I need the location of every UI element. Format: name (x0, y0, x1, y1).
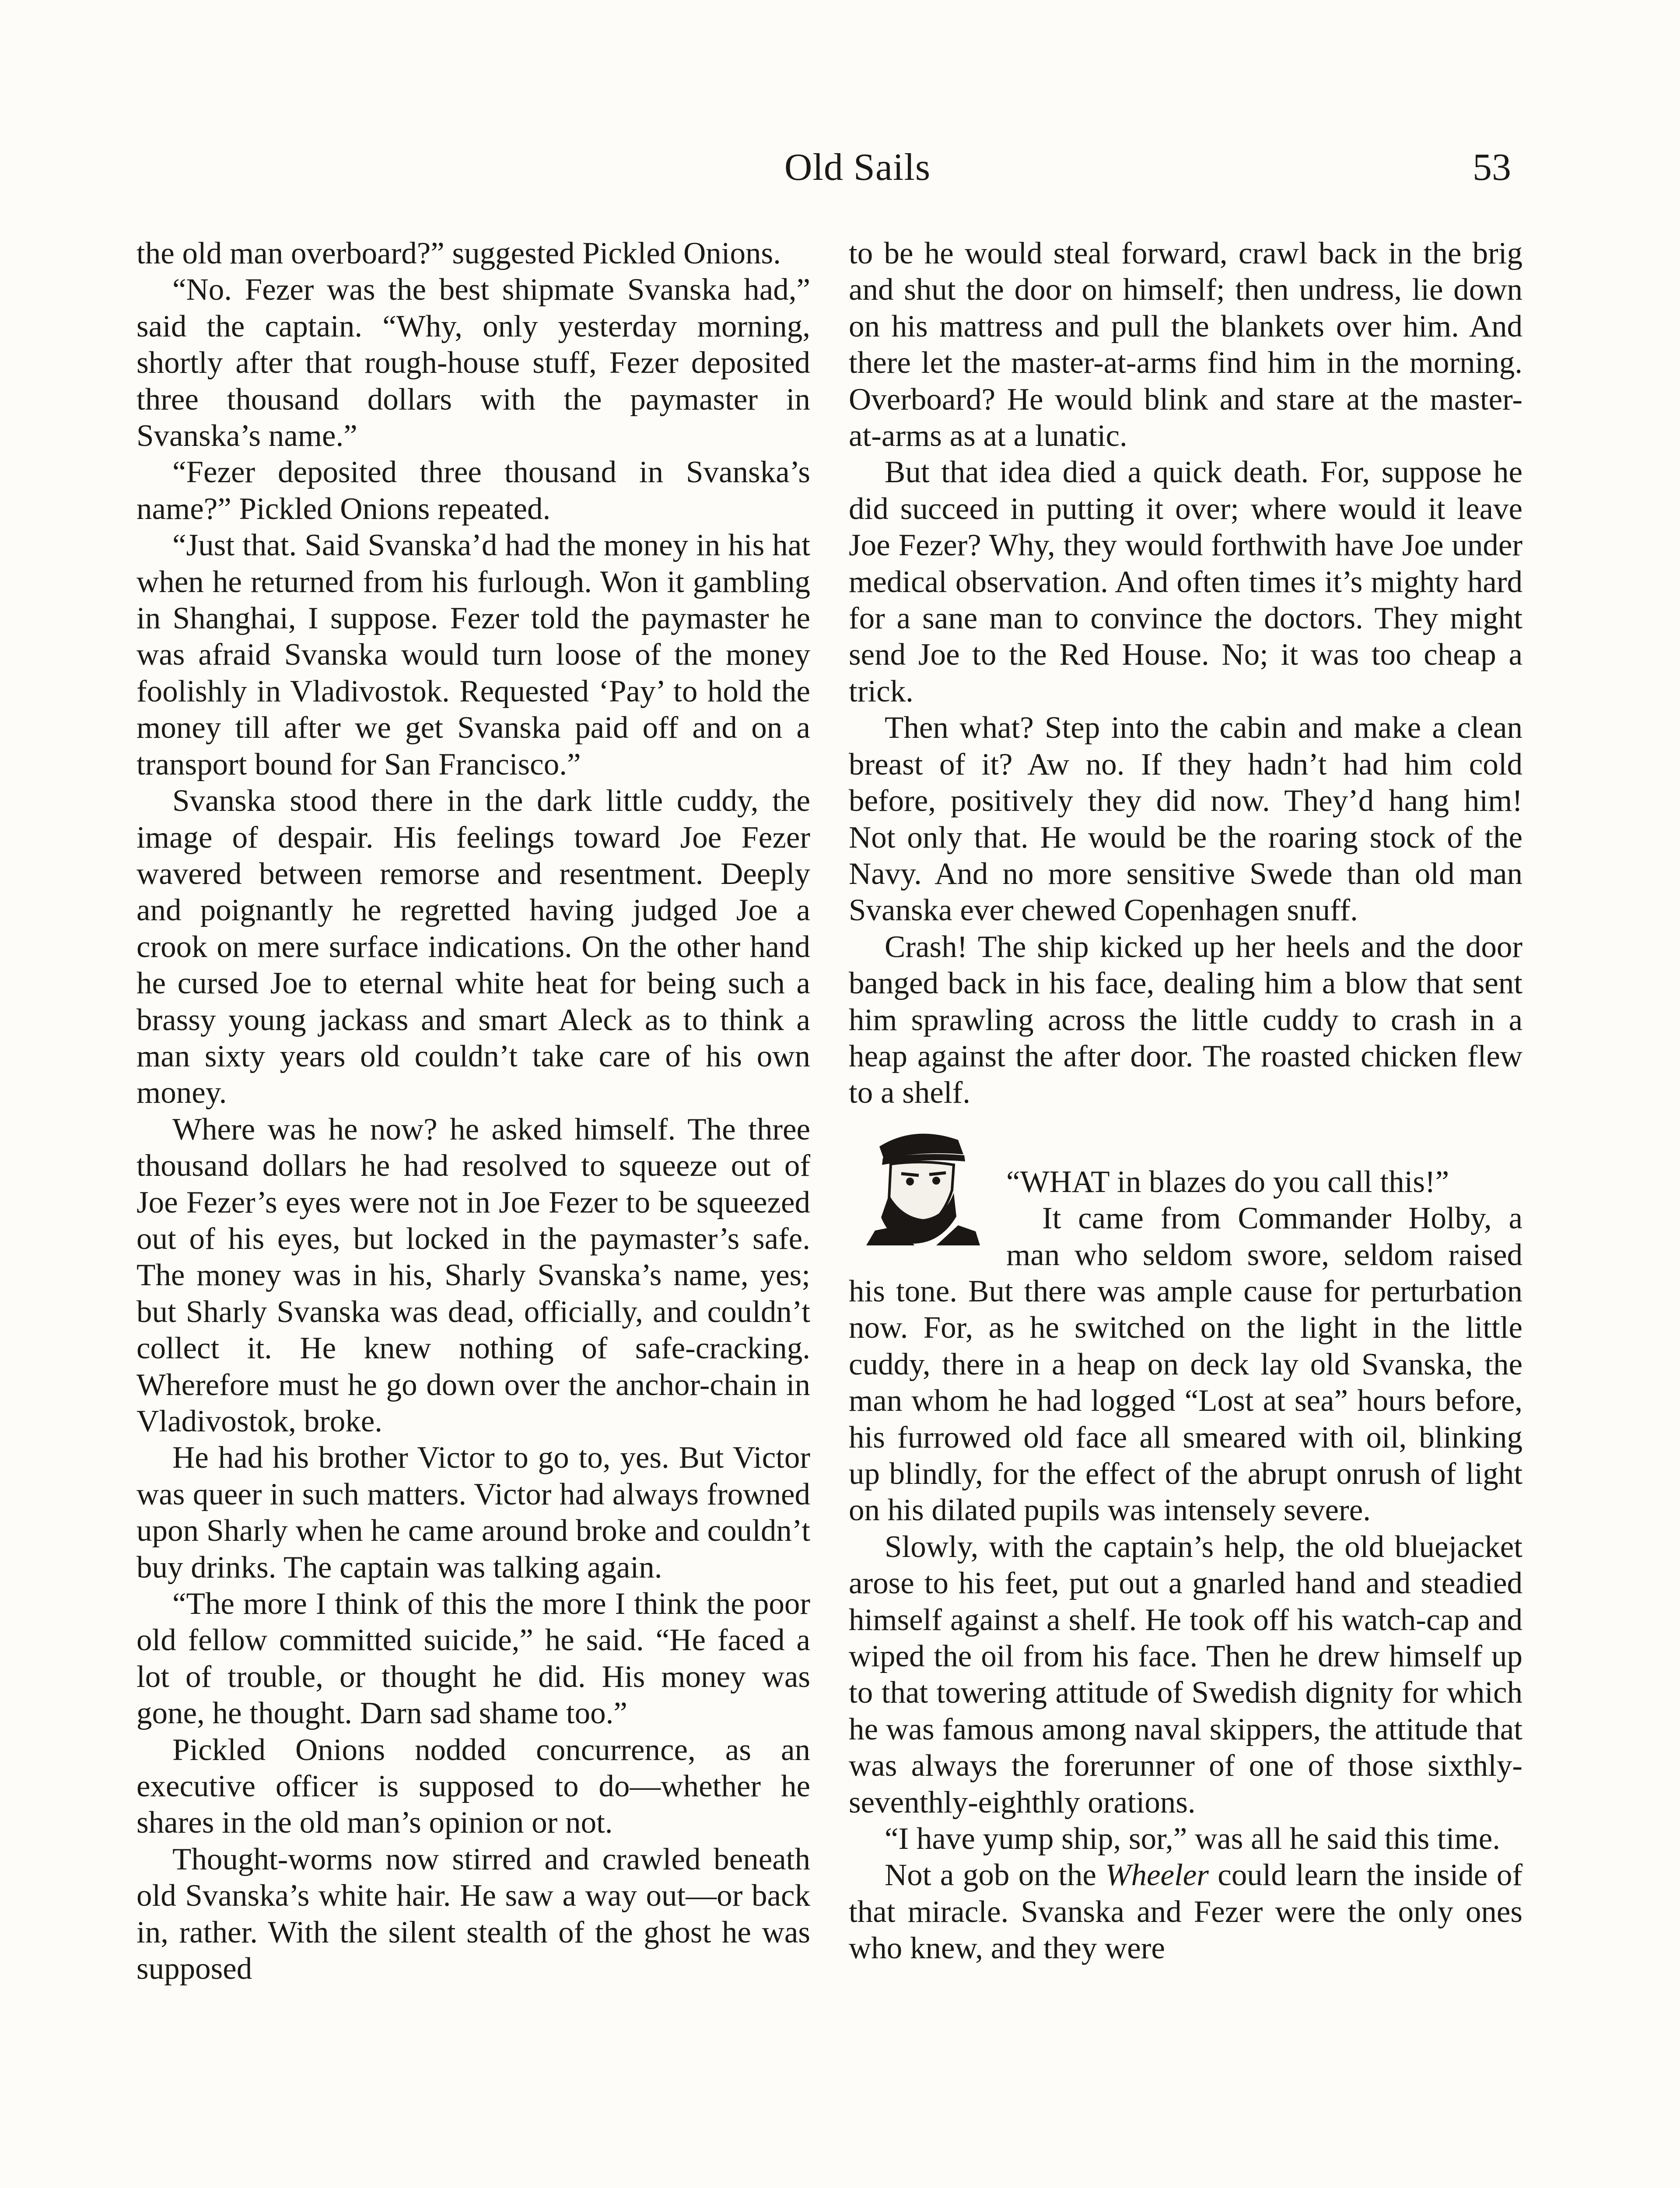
paragraph: to be he would steal forward, crawl back in the brig and shut the door on himself; then undress, lie down on his mattress and pull the blankets over him. And there let the master-at-arms find him in the morning. Overboard? He would blink and stare at the master-at-arms as at a lunatic. (849, 236, 1522, 453)
paragraph: Then what? Step into the cabin and make a clean breast of it? Aw no. If they hadn’t had him cold before, positively they did now. They’d hang him! Not only that. He would be the roaring stock of the Navy. And no more sensitive Swede than old man Svanska ever chewed Copenhagen snuff. (849, 711, 1522, 928)
paragraph: But that idea died a quick death. For, suppose he did succeed in putting it over; where would it leave Joe Fezer? Why, they would forthwith have Joe under medical observation. And often times it’s mighty hard for a sane man to convince the doctors. They might send Joe to the Red House. No; it was too cheap a trick. (849, 455, 1522, 708)
paragraph (849, 1857, 1522, 1967)
paragraph-text: Not a gob on the (885, 1858, 1106, 1893)
paragraph: It came from Commander Holby, a man who seldom swore, seldom raised his tone. But there was ample cause for perturbation now. For, as he switched on the light in the little cuddy, there in a heap on deck lay old Svanska, the man whom he had logged “Lost at sea” hours before, his furrowed old face all smeared with oil, blinking up blindly, for the effect of the abrupt onrush of light on his dilated pupils was intensely severe. (849, 1201, 1522, 1528)
paragraph: Thought-worms now stirred and crawled beneath old Svanska’s white hair. He saw a way out—or back in, rather. With the silent stealth of the ghost he was supposed (136, 1842, 810, 1986)
page-number: 53 (1473, 146, 1511, 189)
ship-name: Wheeler (1105, 1858, 1209, 1893)
sailor-portrait-icon (849, 1116, 993, 1247)
paragraph: “The more I think of this the more I think the poor old fellow committed suicide,” he said. “He faced a lot of trouble, or thought he did. His money was gone, he thought. Darn sad shame too.” (136, 1587, 810, 1731)
paragraph-text: could learn the inside of that miracle. Svanska and Fezer were the only ones who knew, and they were (849, 1858, 1522, 1966)
paragraph: “No. Fezer was the best shipmate Svanska had,” said the captain. “Why, only yesterday morning, shortly after that rough-house stuff, Fezer deposited three thousand dollars with the paymaster in Svanska’s name.” (136, 273, 810, 453)
paragraph: “I have yump ship, sor,” was all he said this time. (885, 1822, 1500, 1856)
paragraph: Crash! The ship kicked up her heels and the door banged back in his face, dealing him a blow that sent him sprawling across the little cuddy to crash in a heap against the after door. The roasted chicken flew to a shelf. (849, 929, 1522, 1110)
running-head (0, 139, 1680, 205)
right-column (849, 235, 1522, 1967)
paragraph: He had his brother Victor to go to, yes. But Victor was queer in such matters. Victor had always frowned upon Sharly when he came around broke and couldn’t buy drinks. The captain was talking again. (136, 1441, 810, 1585)
paragraph: “Just that. Said Svanska’d had the money in his hat when he returned from his furlough. Won it gambling in Shanghai, I suppose. Fezer told the paymaster he was afraid Svanska would turn loose of the money foolishly in Vladivostok. Requested ‘Pay’ to hold the money till after we get Svanska paid off and on a transport bound for San Francisco.” (136, 528, 810, 782)
section-opening: “WHAT in blazes do you call this!” (1006, 1164, 1449, 1199)
left-column (136, 235, 810, 1988)
paragraph: Where was he now? he asked himself. The three thousand dollars he had resolved to squeeze out of Joe Fezer’s eyes were not in Joe Fezer to be squeezed out of his eyes, but locked in the paymaster’s safe. The money was in his, Sharly Svanska’s name, yes; but Sharly Svanska was dead, officially, and couldn’t collect it. He knew nothing of safe-cracking. Wherefore must he go down over the anchor-chain in Vladivostok, broke. (136, 1112, 810, 1438)
paragraph: “Fezer deposited three thousand in Svanska’s name?” Pickled Onions repeated. (136, 455, 810, 526)
paragraph: Svanska stood there in the dark little cuddy, the image of despair. His feelings toward Joe Fezer wavered between remorse and resentment. Deeply and poignantly he regretted having judged Joe a crook on mere surface indications. On the other hand he cursed Joe to eternal white heat for being such a brassy young jackass and smart Aleck as to think a man sixty years old couldn’t take care of his own money. (136, 784, 810, 1110)
paragraph: Pickled Onions nodded concurrence, as an executive officer is supposed to do—whether he shares in the old man’s opinion or not. (136, 1732, 810, 1840)
paragraph: Slowly, with the captain’s help, the old bluejacket arose to his feet, put out a gnarled hand and steadied himself against a shelf. He took off his watch-cap and wiped the oil from his face. Then he drew himself up to that towering attitude of Swedish dignity for which he was famous among naval skippers, the attitude that was always the forerunner of one of those sixthly-seventhly-eighthly orations. (849, 1529, 1522, 1820)
running-title: Old Sails (784, 146, 931, 189)
paragraph: the old man overboard?” suggested Pickled Onions. (136, 236, 781, 270)
